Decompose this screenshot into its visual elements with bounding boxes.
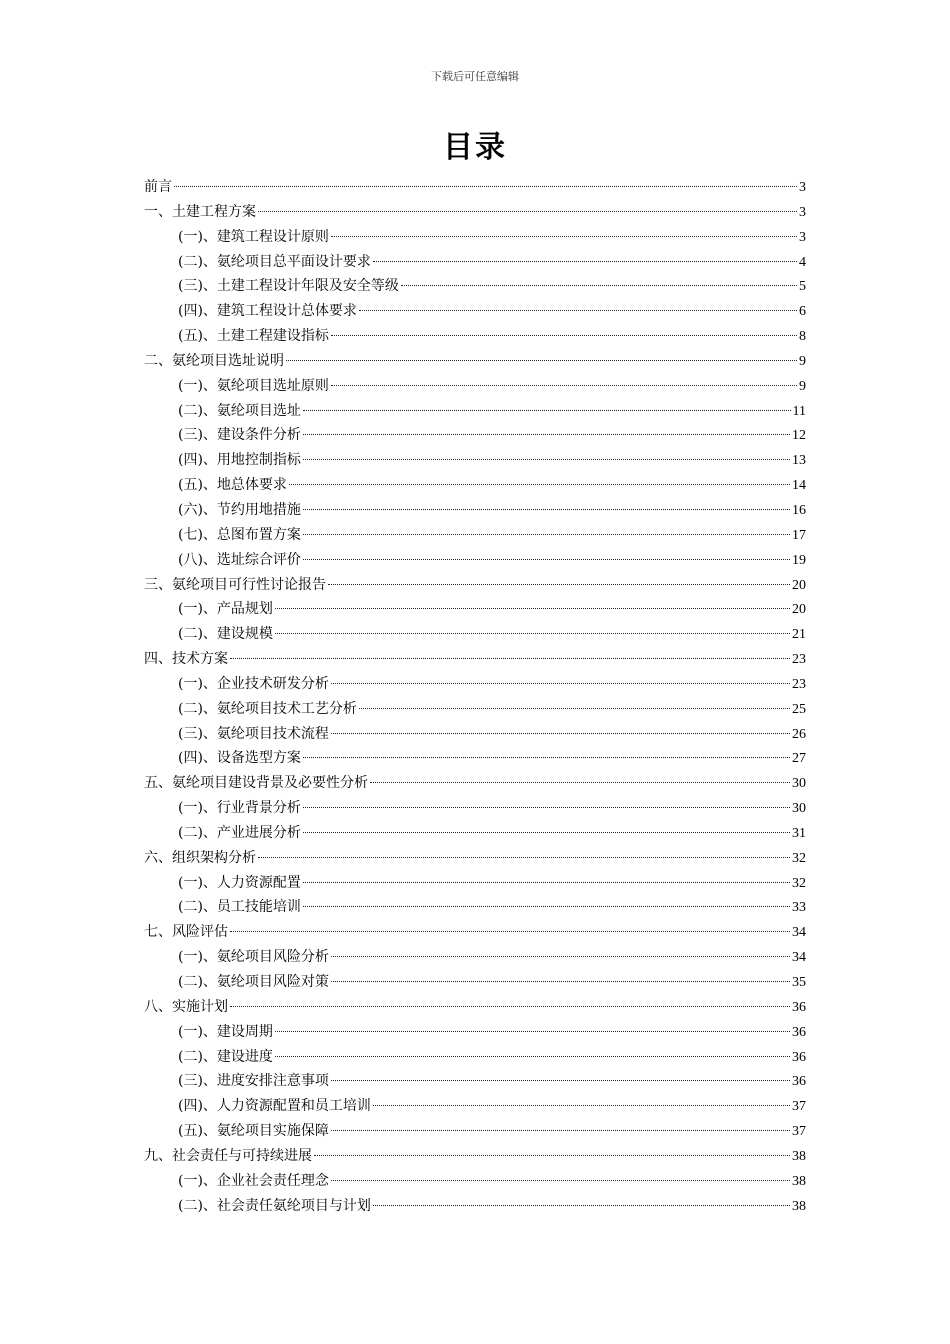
toc-section-entry[interactable] <box>144 274 806 299</box>
toc-entry-label: 六、组织架构分析 <box>144 849 256 866</box>
toc-page-number: 38 <box>792 1198 806 1214</box>
toc-dot-leader <box>303 509 790 510</box>
toc-dot-leader <box>401 285 797 286</box>
toc-dot-leader <box>328 584 790 585</box>
toc-page-number: 33 <box>792 900 806 916</box>
toc-section-entry[interactable] <box>144 473 806 498</box>
toc-entry-label: (四)、人力资源配置和员工培训 <box>178 1098 371 1115</box>
toc-section-entry[interactable] <box>144 225 806 250</box>
toc-entry-label: (四)、建筑工程设计总体要求 <box>178 303 357 320</box>
toc-entry-label: (一)、氨纶项目风险分析 <box>178 949 329 966</box>
toc-dot-leader <box>303 757 790 758</box>
toc-entry-label: (二)、氨纶项目风险对策 <box>178 974 329 990</box>
toc-page-number: 9 <box>799 378 806 394</box>
toc-chapter-entry[interactable] <box>144 573 806 598</box>
toc-page-number: 37 <box>792 1099 806 1115</box>
toc-page-number: 26 <box>792 726 806 742</box>
toc-section-entry[interactable] <box>144 1094 806 1119</box>
toc-entry-label: (三)、建设条件分析 <box>178 427 301 444</box>
toc-entry-label: (七)、总图布置方案 <box>178 526 301 543</box>
toc-section-entry[interactable] <box>144 945 806 970</box>
toc-dot-leader <box>373 261 797 262</box>
toc-page-number: 19 <box>792 552 806 568</box>
toc-chapter-entry[interactable] <box>144 1144 806 1169</box>
toc-page-number: 4 <box>799 254 806 270</box>
toc-dot-leader <box>331 683 790 684</box>
toc-section-entry[interactable] <box>144 1020 806 1045</box>
toc-section-entry[interactable] <box>144 324 806 349</box>
toc-page-number: 13 <box>792 453 806 469</box>
toc-page-number: 14 <box>792 478 806 494</box>
toc-dot-leader <box>314 1155 790 1156</box>
toc-dot-leader <box>275 1031 790 1032</box>
toc-entry-label: (三)、土建工程设计年限及安全等级 <box>178 278 399 295</box>
toc-entry-label: 八、实施计划 <box>144 998 228 1015</box>
toc-dot-leader <box>303 410 791 411</box>
toc-page-number: 36 <box>792 1049 806 1065</box>
toc-dot-leader <box>331 1180 790 1181</box>
toc-entry-label: 五、氨纶项目建设背景及必要性分析 <box>144 775 368 792</box>
toc-section-entry[interactable] <box>144 448 806 473</box>
toc-chapter-entry[interactable] <box>144 647 806 672</box>
toc-entry-label: (一)、人力资源配置 <box>178 874 301 891</box>
toc-page-number: 37 <box>792 1124 806 1140</box>
toc-page-number: 11 <box>792 403 806 419</box>
toc-section-entry[interactable] <box>144 423 806 448</box>
toc-section-entry[interactable] <box>144 523 806 548</box>
toc-dot-leader <box>373 1205 790 1206</box>
toc-page-number: 8 <box>799 329 806 345</box>
toc-entry-label: (五)、氨纶项目实施保障 <box>178 1123 329 1140</box>
toc-page-number: 36 <box>792 1074 806 1090</box>
toc-section-entry[interactable] <box>144 622 806 647</box>
toc-entry-label: (一)、企业技术研发分析 <box>178 675 329 692</box>
toc-page-number: 30 <box>792 776 806 792</box>
toc-entry-label: (一)、行业背景分析 <box>178 800 301 817</box>
toc-entry-label: (四)、用地控制指标 <box>178 452 301 469</box>
toc-entry-label: (一)、产品规划 <box>178 601 273 618</box>
toc-chapter-entry[interactable] <box>144 846 806 871</box>
toc-entry-label: (二)、产业进展分析 <box>178 824 301 841</box>
toc-section-entry[interactable] <box>144 1169 806 1194</box>
toc-section-entry[interactable] <box>144 895 806 920</box>
toc-entry-label: 前言 <box>144 179 172 195</box>
toc-page-number: 34 <box>792 925 806 941</box>
toc-page-number: 20 <box>792 602 806 618</box>
toc-entry-label: 三、氨纶项目可行性讨论报告 <box>144 576 326 593</box>
toc-entry-label: (三)、进度安排注意事项 <box>178 1073 329 1090</box>
toc-entry-label: (二)、建设进度 <box>178 1048 273 1065</box>
toc-entry-label: (六)、节约用地措施 <box>178 501 301 518</box>
toc-page-number: 16 <box>792 502 806 518</box>
toc-page-number: 34 <box>792 950 806 966</box>
toc-section-entry[interactable] <box>144 871 806 896</box>
toc-entry-label: (二)、建设规模 <box>178 626 273 643</box>
toc-section-entry[interactable] <box>144 250 806 275</box>
toc-page-number: 36 <box>792 999 806 1015</box>
toc-section-entry[interactable] <box>144 821 806 846</box>
toc-dot-leader <box>370 782 790 783</box>
toc-page-number: 23 <box>792 652 806 668</box>
toc-dot-leader <box>331 733 790 734</box>
toc-section-entry[interactable] <box>144 374 806 399</box>
toc-entry-label: (二)、氨纶项目技术工艺分析 <box>178 700 357 717</box>
toc-section-entry[interactable] <box>144 1045 806 1070</box>
toc-page-number: 3 <box>799 229 806 245</box>
toc-entry-label: (二)、氨纶项目选址 <box>178 402 301 419</box>
toc-page-number: 32 <box>792 850 806 866</box>
toc-chapter-entry[interactable] <box>144 771 806 796</box>
toc-page-number: 23 <box>792 676 806 692</box>
toc-entry-label: (三)、氨纶项目技术流程 <box>178 725 329 742</box>
toc-dot-leader <box>230 658 790 659</box>
toc-dot-leader <box>303 459 790 460</box>
toc-page-number: 27 <box>792 751 806 767</box>
toc-section-entry[interactable] <box>144 1069 806 1094</box>
toc-dot-leader <box>359 708 790 709</box>
toc-section-entry[interactable] <box>144 746 806 771</box>
toc-dot-leader <box>275 608 790 609</box>
toc-section-entry[interactable] <box>144 697 806 722</box>
toc-dot-leader <box>359 310 797 311</box>
toc-page-number: 3 <box>799 180 806 195</box>
toc-page-number: 12 <box>792 428 806 444</box>
toc-dot-leader <box>174 186 797 187</box>
toc-page-number: 30 <box>792 801 806 817</box>
toc-section-entry[interactable] <box>144 548 806 573</box>
table-of-contents <box>144 175 806 1218</box>
toc-section-entry[interactable] <box>144 1119 806 1144</box>
toc-entry-label: (一)、建筑工程设计原则 <box>178 228 329 245</box>
toc-entry-label: 九、社会责任与可持续进展 <box>144 1147 312 1164</box>
toc-section-entry[interactable] <box>144 672 806 697</box>
toc-dot-leader <box>373 1105 790 1106</box>
toc-entry-label: (八)、选址综合评价 <box>178 551 301 568</box>
toc-entry-label: (一)、建设周期 <box>178 1023 273 1040</box>
toc-page-number: 21 <box>792 627 806 643</box>
toc-entry-label: (一)、企业社会责任理念 <box>178 1172 329 1189</box>
toc-dot-leader <box>331 956 790 957</box>
toc-dot-leader <box>230 931 790 932</box>
toc-page-number: 3 <box>799 204 806 220</box>
toc-section-entry[interactable] <box>144 597 806 622</box>
toc-dot-leader <box>303 906 790 907</box>
toc-dot-leader <box>303 807 790 808</box>
toc-section-entry[interactable] <box>144 299 806 324</box>
toc-page-number: 25 <box>792 701 806 717</box>
toc-entry-label: (五)、地总体要求 <box>178 477 287 494</box>
toc-entry-label: 一、土建工程方案 <box>144 203 256 220</box>
toc-page-number: 38 <box>792 1173 806 1189</box>
toc-entry-label: (四)、设备选型方案 <box>178 750 301 767</box>
toc-dot-leader <box>303 434 790 435</box>
toc-dot-leader <box>303 534 790 535</box>
toc-dot-leader <box>303 832 790 833</box>
toc-section-entry[interactable] <box>144 498 806 523</box>
toc-page-number: 20 <box>792 577 806 593</box>
toc-entry-label: (二)、氨纶项目总平面设计要求 <box>178 253 371 270</box>
toc-dot-leader <box>303 559 790 560</box>
toc-entry-label: (五)、土建工程建设指标 <box>178 328 329 345</box>
toc-dot-leader <box>289 484 790 485</box>
toc-dot-leader <box>331 1080 790 1081</box>
toc-dot-leader <box>331 1130 790 1131</box>
toc-dot-leader <box>331 385 797 386</box>
page-header: 下载后可任意编辑 <box>431 70 519 83</box>
toc-section-entry[interactable] <box>144 970 806 995</box>
toc-section-entry[interactable] <box>144 399 806 424</box>
toc-chapter-entry[interactable] <box>144 349 806 374</box>
toc-page-number: 36 <box>792 1024 806 1040</box>
toc-chapter-entry[interactable] <box>144 200 806 225</box>
toc-page-number: 5 <box>799 279 806 295</box>
document-title: 目录 <box>443 130 507 165</box>
toc-page-number: 31 <box>792 825 806 841</box>
toc-page-number: 17 <box>792 527 806 543</box>
toc-entry-label: 七、风险评估 <box>144 924 228 941</box>
toc-page-number: 6 <box>799 304 806 320</box>
toc-page-number: 9 <box>799 353 806 369</box>
toc-dot-leader <box>331 236 797 237</box>
toc-dot-leader <box>275 633 790 634</box>
toc-entry-label: 四、技术方案 <box>144 651 228 668</box>
toc-entry-label: (二)、社会责任氨纶项目与计划 <box>178 1197 371 1214</box>
toc-entry-label: (一)、氨纶项目选址原则 <box>178 377 329 394</box>
toc-entry-label: 二、氨纶项目选址说明 <box>144 352 284 369</box>
toc-chapter-entry[interactable] <box>144 920 806 945</box>
toc-page-number: 35 <box>792 975 806 990</box>
toc-section-entry[interactable] <box>144 722 806 747</box>
toc-section-entry[interactable] <box>144 1194 806 1219</box>
toc-dot-leader <box>275 1056 790 1057</box>
toc-dot-leader <box>331 981 790 982</box>
toc-section-entry[interactable] <box>144 796 806 821</box>
toc-dot-leader <box>230 1006 790 1007</box>
toc-chapter-entry[interactable] <box>144 995 806 1020</box>
toc-dot-leader <box>286 360 797 361</box>
toc-dot-leader <box>331 335 797 336</box>
toc-chapter-entry[interactable] <box>144 175 806 200</box>
toc-page-number: 32 <box>792 875 806 891</box>
toc-dot-leader <box>303 882 790 883</box>
toc-entry-label: (二)、员工技能培训 <box>178 899 301 916</box>
toc-page-number: 38 <box>792 1148 806 1164</box>
toc-dot-leader <box>258 211 797 212</box>
toc-dot-leader <box>258 857 790 858</box>
